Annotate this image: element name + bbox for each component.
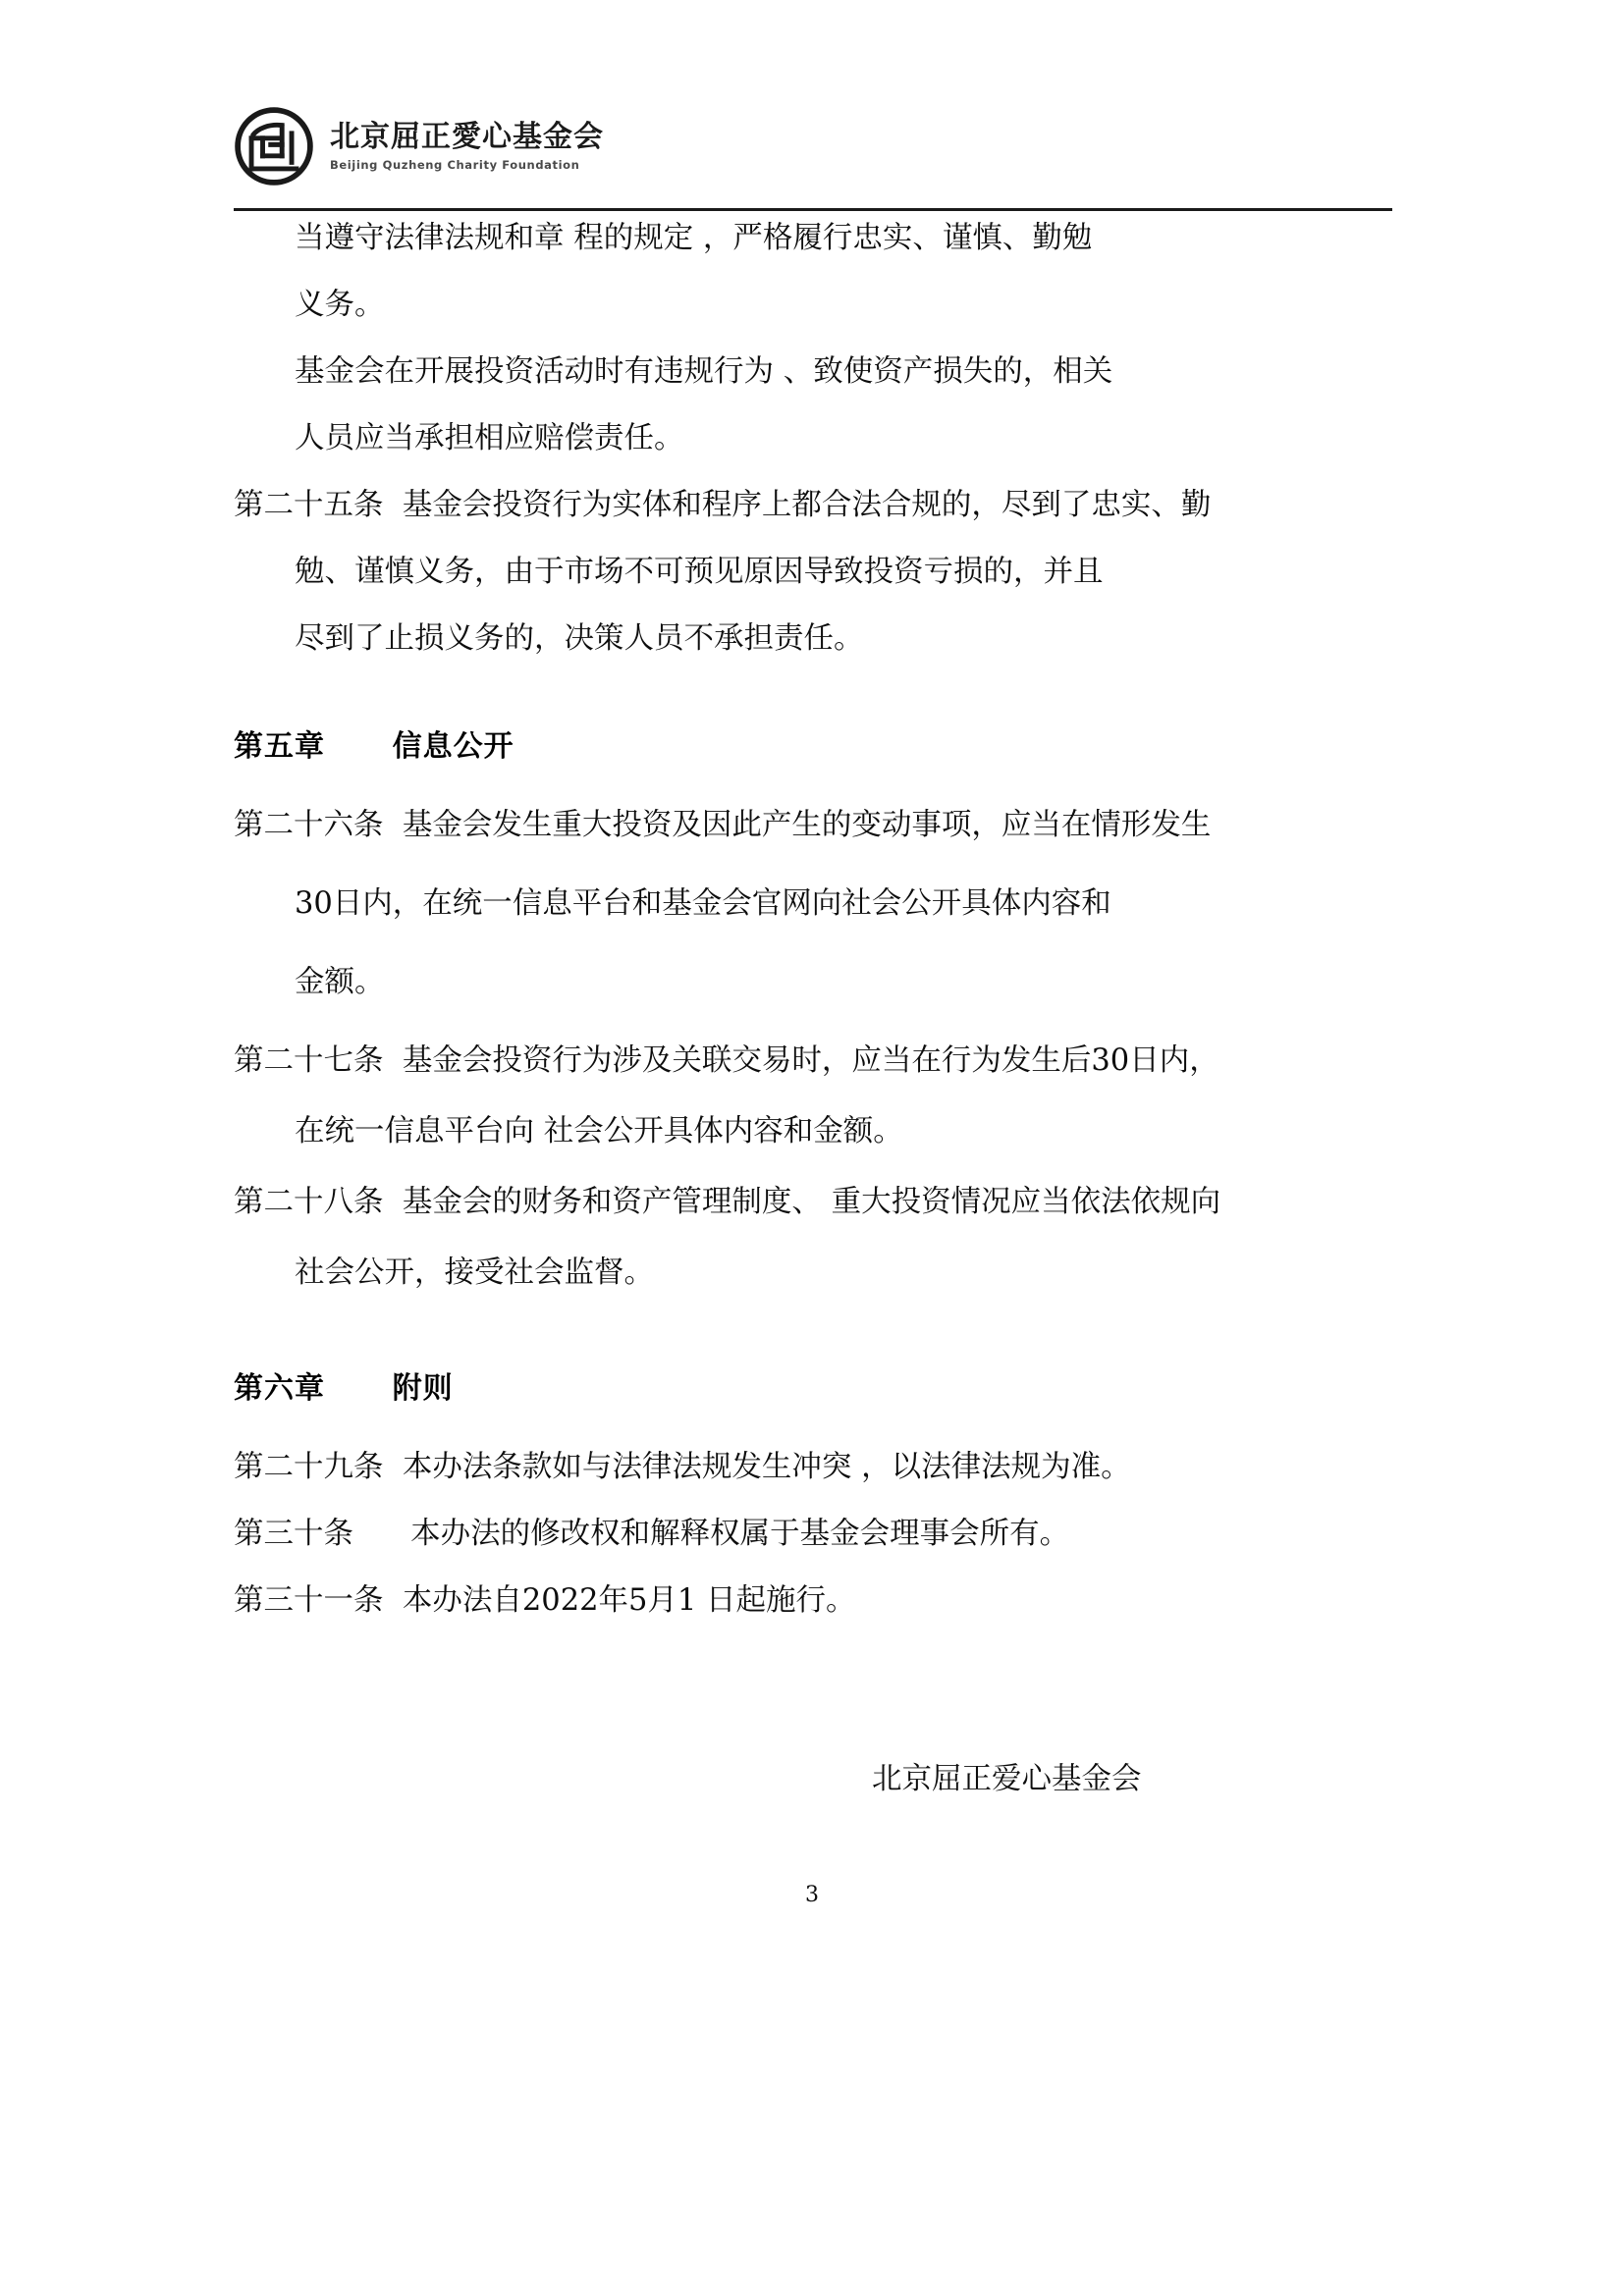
chapter-5-heading: 第五章 信息公开	[234, 729, 514, 764]
foundation-seal-logo-icon	[234, 106, 314, 187]
header-divider	[234, 208, 1392, 211]
letterhead	[234, 106, 604, 187]
document-text-line: 第二十五条 基金会投资行为实体和程序上都合法合规的，尽到了忠实、勤	[234, 488, 1212, 522]
document-text-line: 30日内，在统一信息平台和基金会官网向社会公开具体内容和	[295, 886, 1111, 921]
document-text-line: 第三十条 本办法的修改权和解释权属于基金会理事会所有。	[234, 1517, 1070, 1551]
document-text-line: 基金会在开展投资活动时有违规行为 、致使资产损失的，相关	[295, 354, 1113, 389]
document-text-line: 在统一信息平台向 社会公开具体内容和金额。	[295, 1114, 903, 1148]
document-text-line: 金额。	[295, 965, 385, 999]
document-text-line: 第二十九条 本办法条款如与法律法规发生冲突 ，以法律法规为准。	[234, 1450, 1131, 1484]
document-text-line: 勉、谨慎义务，由于市场不可预见原因导致投资亏损的，并且	[295, 555, 1104, 589]
chapter-6-heading: 第六章 附则	[234, 1371, 454, 1406]
foundation-name-en: Beijing Quzheng Charity Foundation	[330, 157, 580, 172]
document-text-line: 第三十一条 本办法自2022年5月1 日起施行。	[234, 1583, 856, 1618]
document-text-line: 尽到了止损义务的，决策人员不承担责任。	[295, 621, 864, 656]
document-text-line: 第二十六条 基金会发生重大投资及因此产生的变动事项，应当在情形发生	[234, 808, 1212, 842]
document-text-line: 义务。	[295, 288, 385, 322]
document-text-line: 第二十八条 基金会的财务和资产管理制度、 重大投资情况应当依法依规向	[234, 1185, 1221, 1219]
document-text-line: 社会公开，接受社会监督。	[295, 1255, 654, 1290]
foundation-name-cn: 北京屈正愛心基金会	[330, 120, 604, 155]
signature-line: 北京屈正爱心基金会	[872, 1762, 1142, 1796]
document-text-line: 第二十七条 基金会投资行为涉及关联交易时，应当在行为发生后30日内，	[234, 1043, 1219, 1078]
document-text-line: 人员应当承担相应赔偿责任。	[295, 421, 684, 455]
page-number: 3	[805, 1883, 819, 1907]
letterhead-text	[330, 121, 604, 172]
document-text-line: 当遵守法律法规和章 程的规定 ，严格履行忠实、谨慎、勤勉	[295, 221, 1093, 255]
